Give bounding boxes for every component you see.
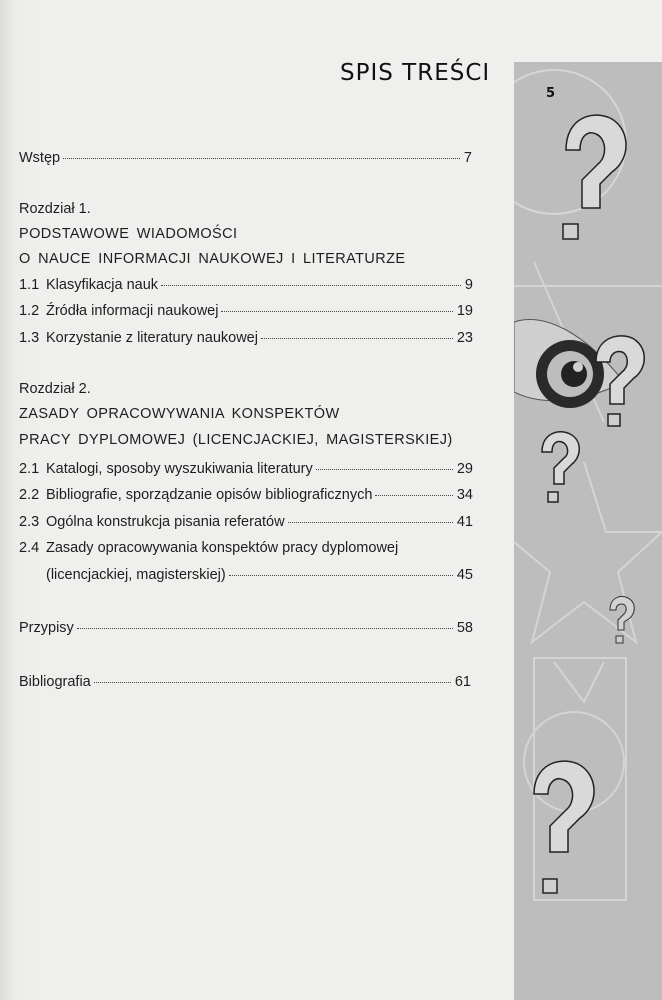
- toc-entry-przypisy[interactable]: [19, 620, 473, 636]
- chapter-2-heading: Rozdział 2.: [19, 381, 91, 397]
- dot-leader: [161, 285, 461, 286]
- toc-entry-2-2[interactable]: [19, 487, 473, 503]
- toc-entry-bibliografia[interactable]: [19, 674, 471, 690]
- toc-entry-label: Wstęp: [19, 150, 61, 166]
- eye-icon: [514, 320, 624, 409]
- dot-leader: [316, 469, 453, 470]
- toc-entry-2-4-first-line[interactable]: [19, 540, 398, 556]
- toc-entry-label: Bibliografie, sporządzanie opisów bibliograficznych: [46, 487, 373, 503]
- toc-entry-page: 41: [456, 514, 473, 530]
- chapter-2-title-line2: PRACY DYPLOMOWEJ (LICENCJACKIEJ, MAGISTERSKIEJ): [19, 432, 453, 448]
- question-mark-icon: [542, 432, 579, 502]
- toc-entry-number: 1.3: [19, 330, 40, 346]
- chapter-2-title-line1: ZASADY OPRACOWYWANIA KONSPEKTÓW: [19, 406, 340, 422]
- toc-entry-1-3[interactable]: [19, 330, 473, 346]
- star-icon: [514, 462, 662, 642]
- dot-leader: [77, 628, 453, 629]
- toc-entry-wstep[interactable]: [19, 150, 472, 166]
- toc-entry-number: 2.4: [19, 540, 40, 556]
- toc-entry-number: 2.1: [19, 461, 40, 477]
- toc-entry-label: Źródła informacji naukowej: [46, 303, 219, 319]
- toc-entry-1-1[interactable]: [19, 277, 473, 293]
- toc-entry-number: 2.2: [19, 487, 40, 503]
- toc-entry-page: 19: [456, 303, 473, 319]
- page-title: SPIS TREŚCI: [340, 60, 491, 86]
- dot-leader: [261, 338, 453, 339]
- dot-leader: [63, 158, 460, 159]
- toc-entry-page: 58: [456, 620, 473, 636]
- toc-entry-label-continued: (licencjackiej, magisterskiej): [46, 567, 226, 583]
- question-mark-icon: [534, 761, 594, 893]
- toc-entry-label: Przypisy: [19, 620, 74, 636]
- toc-entry-page: 45: [456, 567, 473, 583]
- toc-entry-label: Bibliografia: [19, 674, 91, 690]
- toc-entry-label: Korzystanie z literatury naukowej: [46, 330, 258, 346]
- toc-entry-1-2[interactable]: [19, 303, 473, 319]
- toc-entry-label: Klasyfikacja nauk: [46, 277, 159, 293]
- decorative-sidebar: [514, 62, 662, 1000]
- toc-entry-page: 9: [464, 277, 473, 293]
- toc-entry-page: 29: [456, 461, 473, 477]
- dot-leader: [221, 311, 452, 312]
- toc-entry-number: 1.1: [19, 277, 40, 293]
- toc-entry-page: 23: [456, 330, 473, 346]
- toc-entry-label: Katalogi, sposoby wyszukiwania literatury: [46, 461, 313, 477]
- chapter-1-title-line2: O NAUCE INFORMACJI NAUKOWEJ I LITERATURZE: [19, 251, 406, 267]
- toc-entry-page: 61: [454, 674, 471, 690]
- sidebar-artwork: [514, 62, 662, 1000]
- toc-entry-number: 2.3: [19, 514, 40, 530]
- toc-entry-2-3[interactable]: [19, 514, 473, 530]
- toc-entry-2-1[interactable]: [19, 461, 473, 477]
- page-number: 5: [546, 86, 556, 101]
- toc-entry-page: 7: [463, 150, 472, 166]
- toc-entry-label: Ogólna konstrukcja pisania referatów: [46, 514, 285, 530]
- toc-entry-label: Zasady opracowywania konspektów pracy dyplomowej: [46, 540, 399, 556]
- dot-leader: [375, 495, 452, 496]
- chapter-1-title-line1: PODSTAWOWE WIADOMOŚCI: [19, 226, 238, 242]
- toc-entry-page: 34: [456, 487, 473, 503]
- dot-leader: [288, 522, 453, 523]
- chapter-1-heading: Rozdział 1.: [19, 201, 91, 217]
- toc-entry-number: 1.2: [19, 303, 40, 319]
- dot-leader: [94, 682, 451, 683]
- dot-leader: [229, 575, 453, 576]
- toc-entry-2-4[interactable]: [46, 567, 473, 583]
